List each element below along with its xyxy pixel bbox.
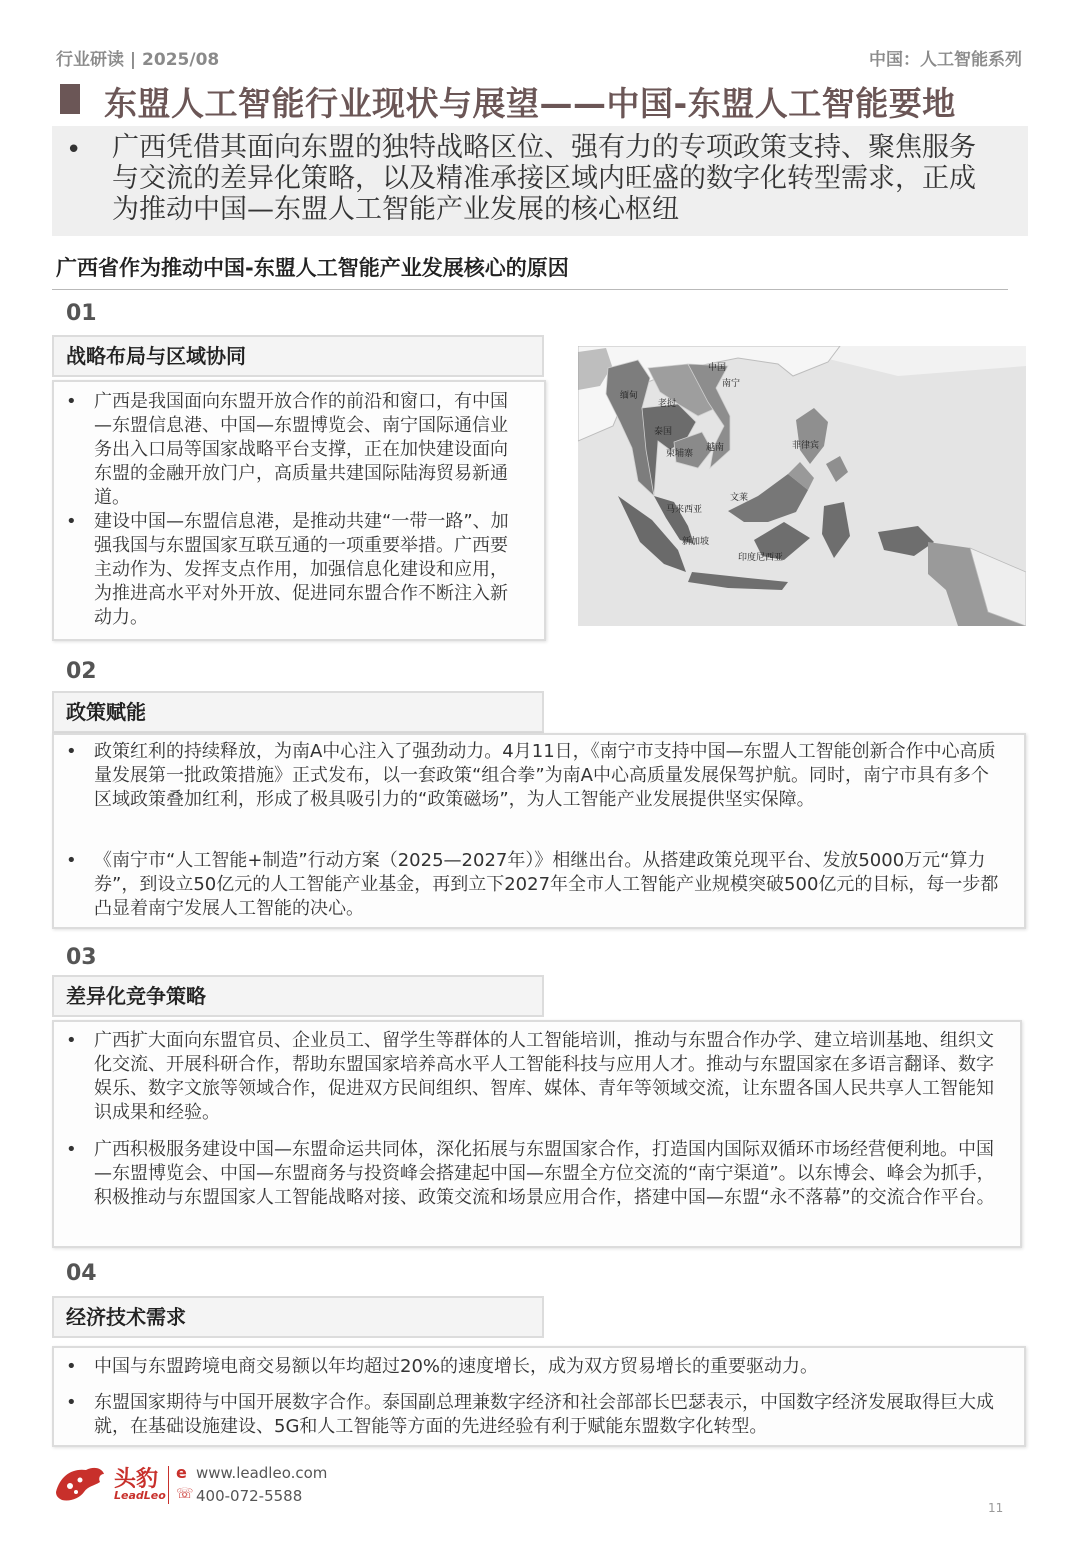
list-item: • 广西扩大面向东盟官员、企业员工、留学生等群体的人工智能培训，推动与东盟合作办学、建立培训基地、组织文化交流、开展科研合作，帮助东盟国家培养高水平人工智能科技与应用人才。推动与东盟国家在多语言翻译、数字娱乐、数字文旅等领域合作，促进双方民间组织、智库、媒体、青年等领域交流，让东盟各国人民共享人工智能知识成果和经验。: [66, 1029, 1006, 1125]
map-graphic: [578, 346, 1026, 626]
map-label-indonesia: 印度尼西亚: [738, 553, 784, 563]
map-label-thailand: 泰国: [654, 427, 673, 437]
list-item-text: 广西扩大面向东盟官员、企业员工、留学生等群体的人工智能培训，推动与东盟合作办学、建立培训基地、组织文化交流、开展科研合作，帮助东盟国家培养高水平人工智能科技与应用人才。推动与东盟国家在多语言翻译、数字娱乐、数字文旅等领域合作，促进双方民间组织、智库、媒体、青年等领域交流，让东盟各国人民共享人工智能知识成果和经验。: [94, 1030, 994, 1123]
map-label-vietnam: 越南: [706, 443, 725, 453]
map-label-myanmar: 缅甸: [620, 391, 639, 401]
leopard-logo-icon: [54, 1462, 106, 1504]
list-item-text: 东盟国家期待与中国开展数字合作。泰国副总理兼数字经济和社会部部长巴瑟表示，中国数字经济发展取得巨大成就，在基础设施建设、5G和人工智能等方面的先进经验有利于赋能东盟数字化转型。: [94, 1392, 994, 1437]
title-marker: [60, 84, 80, 114]
web-icon: e: [176, 1463, 187, 1482]
list-item: • 政策红利的持续释放，为南A中心注入了强劲动力。4月11日，《南宁市支持中国—东盟人工智能创新合作中心高质量发展第一批政策措施》正式发布，以一套政策“组合拳”为南A中心高质量发展保驾护航。同时，南宁市具有多个区域政策叠加红利，形成了极具吸引力的“政策磁场”，为人工智能产业发展提供坚实保障。: [66, 740, 1006, 812]
section-number: 03: [66, 945, 97, 970]
subheading-divider: [52, 289, 1008, 290]
brand-name-en: LeadLeo: [114, 1489, 166, 1502]
section-number: 02: [66, 659, 97, 684]
section-title: 差异化竞争策略: [66, 984, 206, 1008]
list-item-text: 广西是我国面向东盟开放合作的前沿和窗口，有中国—东盟信息港、中国—东盟博览会、南宁国际通信业务出入口局等国家战略平台支撑，正在加快建设面向东盟的金融开放门户，高质量共建国际陆海贸易新通道。: [94, 391, 508, 508]
summary-bullet: •: [66, 135, 82, 165]
map-label-laos: 老挝: [658, 399, 677, 409]
brand-name-cn: 头豹: [114, 1467, 159, 1492]
list-item-text: 《南宁市“人工智能+制造”行动方案（2025—2027年）》相继出台。从搭建政策兑现平台、发放5000万元“算力券”，到设立50亿元的人工智能产业基金，再到立下2027年全市人工智能产业规模突破500亿元的目标，每一步都凸显着南宁发展人工智能的决心。: [94, 850, 999, 919]
map-label-china: 中国: [708, 363, 727, 373]
map-label-singapore: 新加坡: [682, 537, 710, 547]
list-item-text: 政策红利的持续释放，为南A中心注入了强劲动力。4月11日，《南宁市支持中国—东盟人工智能创新合作中心高质量发展第一批政策措施》正式发布，以一套政策“组合拳”为南A中心高质量发展保驾护航。同时，南宁市具有多个区域政策叠加红利，形成了极具吸引力的“政策磁场”，为人工智能产业发展提供坚实保障。: [94, 741, 996, 810]
header-right: 中国：人工智能系列: [869, 50, 1022, 70]
section-title: 经济技术需求: [66, 1305, 186, 1329]
section-subheading: 广西省作为推动中国-东盟人工智能产业发展核心的原因: [56, 256, 569, 280]
section-title: 战略布局与区域协同: [66, 344, 246, 368]
list-item: • 中国与东盟跨境电商交易额以年均超过20%的速度增长，成为双方贸易增长的重要驱动力。: [66, 1355, 1006, 1379]
section-title: 政策赋能: [66, 700, 146, 724]
website-link[interactable]: www.leadleo.com: [196, 1464, 328, 1482]
list-item-text: 建设中国—东盟信息港，是推动共建“一带一路”、加强我国与东盟国家互联互通的一项重要举措。广西要主动作为、发挥支点作用，加强信息化建设和应用，为推进高水平对外开放、促进同东盟合作不断注入新动力。: [94, 511, 509, 628]
list-item: • 建设中国—东盟信息港，是推动共建“一带一路”、加强我国与东盟国家互联互通的一项重要举措。广西要主动作为、发挥支点作用，加强信息化建设和应用，为推进高水平对外开放、促进同东盟合作不断注入新动力。: [66, 510, 518, 630]
page-number: 11: [988, 1501, 1004, 1515]
phone-number: 400-072-5588: [196, 1487, 303, 1505]
list-item: • 广西积极服务建设中国—东盟命运共同体，深化拓展与东盟国家合作，打造国内国际双循环市场经营便利地。中国—东盟博览会、中国—东盟商务与投资峰会搭建起中国—东盟全方位交流的“南宁渠道”。以东博会、峰会为抓手，积极推动与东盟国家人工智能战略对接、政策交流和场景应用合作，搭建中国—东盟“永不落幕”的交流合作平台。: [66, 1138, 1006, 1210]
section-number: 04: [66, 1261, 97, 1286]
map-label-philippines: 菲律宾: [792, 441, 820, 451]
map-label-cambodia: 柬埔寨: [666, 449, 694, 459]
phone-icon: ☏: [176, 1486, 194, 1502]
list-item: • 《南宁市“人工智能+制造”行动方案（2025—2027年）》相继出台。从搭建政策兑现平台、发放5000万元“算力券”，到设立50亿元的人工智能产业基金，再到立下2027年全市人工智能产业规模突破500亿元的目标，每一步都凸显着南宁发展人工智能的决心。: [66, 849, 1006, 921]
summary-text: 广西凭借其面向东盟的独特战略区位、强有力的专项政策支持、聚焦服务与交流的差异化策略，以及精准承接区域内旺盛的数字化转型需求，正成为推动中国—东盟人工智能产业发展的核心枢纽: [112, 132, 976, 225]
southeast-asia-map: [578, 346, 1026, 626]
map-label-malaysia: 马来西亚: [666, 505, 703, 515]
footer-divider: [168, 1466, 169, 1504]
section-number: 01: [66, 301, 97, 326]
map-label-brunei: 文莱: [730, 493, 749, 503]
list-item: • 东盟国家期待与中国开展数字合作。泰国副总理兼数字经济和社会部部长巴瑟表示，中国数字经济发展取得巨大成就，在基础设施建设、5G和人工智能等方面的先进经验有利于赋能东盟数字化转型。: [66, 1391, 1006, 1439]
list-item-text: 广西积极服务建设中国—东盟命运共同体，深化拓展与东盟国家合作，打造国内国际双循环市场经营便利地。中国—东盟博览会、中国—东盟商务与投资峰会搭建起中国—东盟全方位交流的“南宁渠道”。以东博会、峰会为抓手，积极推动与东盟国家人工智能战略对接、政策交流和场景应用合作，搭建中国—东盟“永不落幕”的交流合作平台。: [94, 1139, 995, 1208]
list-item: • 广西是我国面向东盟开放合作的前沿和窗口，有中国—东盟信息港、中国—东盟博览会、南宁国际通信业务出入口局等国家战略平台支撑，正在加快建设面向东盟的金融开放门户，高质量共建国际陆海贸易新通道。: [66, 390, 518, 510]
header-left: 行业研读 | 2025/08: [56, 50, 220, 70]
list-item-text: 中国与东盟跨境电商交易额以年均超过20%的速度增长，成为双方贸易增长的重要驱动力。: [94, 1356, 819, 1377]
page-title: 东盟人工智能行业现状与展望——中国-东盟人工智能要地: [104, 84, 956, 123]
map-label-nanning: 南宁: [722, 379, 741, 389]
